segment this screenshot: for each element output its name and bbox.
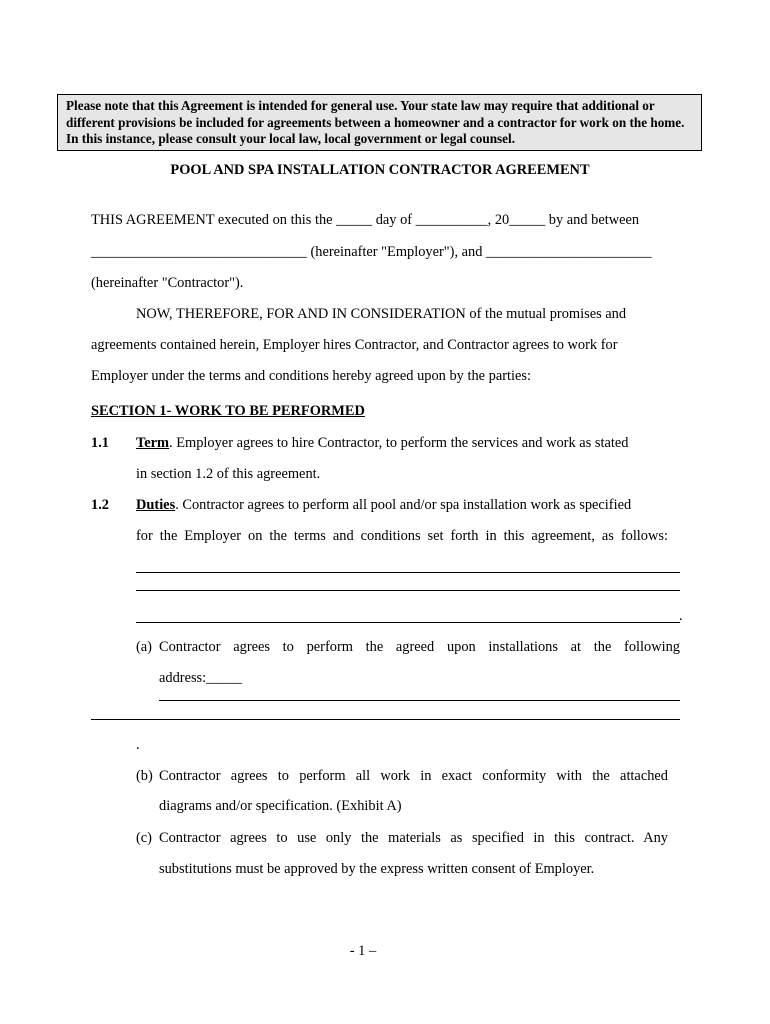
section-1-2-label: Duties bbox=[136, 497, 176, 513]
duties-blank-line-2 bbox=[136, 590, 680, 591]
section-1-2-text bbox=[136, 496, 631, 514]
intro-line-1: THIS AGREEMENT executed on this the _____ day of __________, 20_____ by and between bbox=[91, 212, 640, 228]
section-1-2-body: . Contractor agrees to perform all pool and/or spa installation work as specified bbox=[175, 497, 632, 513]
item-b-continuation: diagrams and/or specification. (Exhibit A) bbox=[159, 798, 402, 814]
address-end-period: . bbox=[136, 737, 140, 753]
item-a-text: Contractor agrees to perform the agreed upon installations at the following bbox=[159, 639, 680, 655]
agreement-title: POOL AND SPA INSTALLATION CONTRACTOR AGREEMENT bbox=[170, 162, 590, 178]
address-blank-line-1 bbox=[159, 700, 680, 701]
address-blank-line-2 bbox=[91, 719, 680, 720]
item-b-marker: (b) bbox=[136, 768, 153, 784]
item-c-continuation: substitutions must be approved by the express written consent of Employer. bbox=[159, 861, 595, 877]
section-1-2-number: 1.2 bbox=[91, 497, 109, 513]
item-a-address: address:_____ bbox=[159, 670, 243, 686]
section-1-1-number: 1.1 bbox=[91, 435, 109, 451]
section-1-1-continuation: in section 1.2 of this agreement. bbox=[136, 466, 321, 482]
duties-blank-line-1 bbox=[136, 572, 680, 573]
section-1-1-text bbox=[136, 434, 628, 452]
intro-line-5: agreements contained herein, Employer hires Contractor, and Contractor agrees to work for bbox=[91, 337, 618, 353]
notice-text: Please note that this Agreement is intended for general use. Your state law may require that additional or different provisions be included for agreements between a homeowner and a contractor for work on the home. In this instance, please consult your local law, local government or legal counsel. bbox=[66, 98, 685, 146]
item-a-marker: (a) bbox=[136, 639, 152, 655]
section-1-1-body: . Employer agrees to hire Contractor, to perform the services and work as stated bbox=[169, 435, 629, 451]
duties-end-period: . bbox=[679, 608, 683, 624]
item-c-marker: (c) bbox=[136, 830, 152, 846]
general-use-notice-box bbox=[57, 94, 702, 151]
section-1-heading: SECTION 1- WORK TO BE PERFORMED bbox=[91, 403, 365, 419]
item-b-text: Contractor agrees to perform all work in exact conformity with the attached bbox=[159, 768, 668, 784]
page-number: - 1 – bbox=[349, 943, 377, 959]
section-1-1-label: Term bbox=[136, 435, 170, 451]
intro-line-4: NOW, THEREFORE, FOR AND IN CONSIDERATION of the mutual promises and bbox=[136, 306, 627, 322]
section-1-2-continuation: for the Employer on the terms and conditions set forth in this agreement, as follows: bbox=[136, 528, 668, 544]
intro-line-2: ______________________________ (hereinafter "Employer"), and _______________________ bbox=[91, 244, 652, 260]
item-c-text: Contractor agrees to use only the materials as specified in this contract. Any bbox=[159, 830, 668, 846]
intro-line-6: Employer under the terms and conditions hereby agreed upon by the parties: bbox=[91, 368, 531, 384]
intro-line-3: (hereinafter "Contractor"). bbox=[91, 275, 244, 291]
duties-blank-line-3 bbox=[136, 622, 680, 623]
